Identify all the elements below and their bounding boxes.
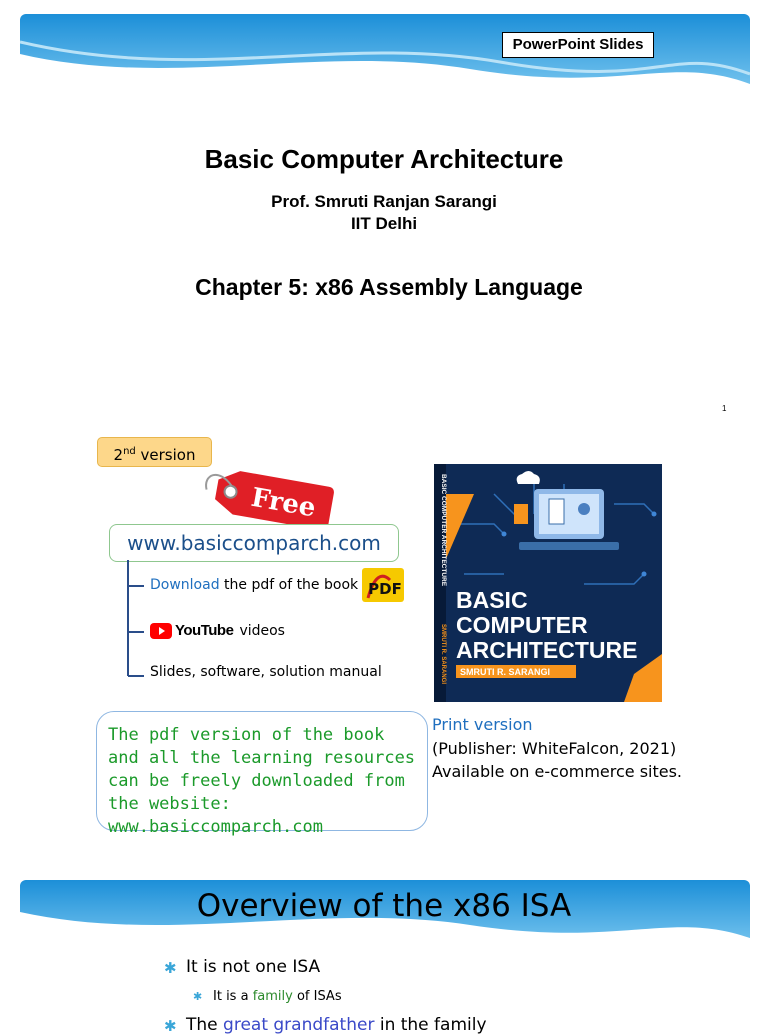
chapter-title: Chapter 5: x86 Assembly Language [195,274,583,300]
download-link[interactable]: Download [150,577,220,593]
bullet-2-post: of ISAs [292,989,342,1004]
website-box[interactable]: www.basiccomparch.com [109,524,399,562]
cover-author: SMRUTI R. SARANGI [460,667,550,677]
bullet-3-text [186,1015,487,1035]
institution-name: IIT Delhi [350,214,418,233]
bullet-2-pre: It is a [213,989,253,1004]
youtube-brand: YouTube [175,622,234,639]
pdf-file-icon [360,566,406,604]
bullet-1-text: It is not one ISA [186,957,321,977]
pdf-icon-text: PDF [368,580,402,598]
youtube-text: videos [239,622,285,639]
download-text: the pdf of the book [224,577,359,593]
bullet-2-text [213,989,342,1004]
cover-line2: COMPUTER [456,612,588,638]
free-tag-text: Free [248,482,318,524]
publisher-text: (Publisher: WhiteFalcon, 2021) [432,739,677,758]
powerpoint-slides-label: PowerPoint Slides [502,32,654,58]
free-price-tag-icon [196,466,336,530]
cover-spine-author: SMRUTI R. SARANGI [440,624,446,684]
cover-spine-title: BASIC COMPUTER ARCHITECTURE [440,474,447,587]
youtube-logo[interactable] [150,622,233,639]
resource-slides: Slides, software, solution manual [150,664,382,680]
asterisk-bullet-icon: ✱ [164,1018,177,1035]
bullet-3-pre: The [186,1015,224,1035]
version-suffix: nd [123,446,136,457]
asterisk-bullet-icon: ✱ [193,991,203,1003]
author-name: Prof. Smruti Ranjan Sarangi [271,192,497,211]
resource-youtube [150,622,285,639]
cover-line1: BASIC [456,587,528,613]
overview-title: Overview of the x86 ISA [196,888,572,924]
version-word: version [140,446,196,464]
asterisk-bullet-icon: ✱ [164,960,177,977]
bullet-3-post: in the family [374,1015,487,1035]
book-cover-image [434,464,662,702]
book-title: Basic Computer Architecture [204,144,564,174]
note-text: The pdf version of the book and all the learning resources can be freely downloaded from the website: www.basiccomparch.com [108,725,416,837]
slide-number: 1 [722,404,727,413]
bullet-3-highlight: great grandfather [223,1015,375,1035]
print-version-label: Print version [432,715,533,734]
availability-text: Available on e-commerce sites. [432,762,683,781]
version-badge [97,437,212,467]
youtube-play-icon [150,623,172,639]
bullet-2-highlight: family [252,989,293,1004]
version-number: 2 [113,446,124,464]
resource-download [150,577,358,593]
cover-line3: ARCHITECTURE [456,637,638,663]
